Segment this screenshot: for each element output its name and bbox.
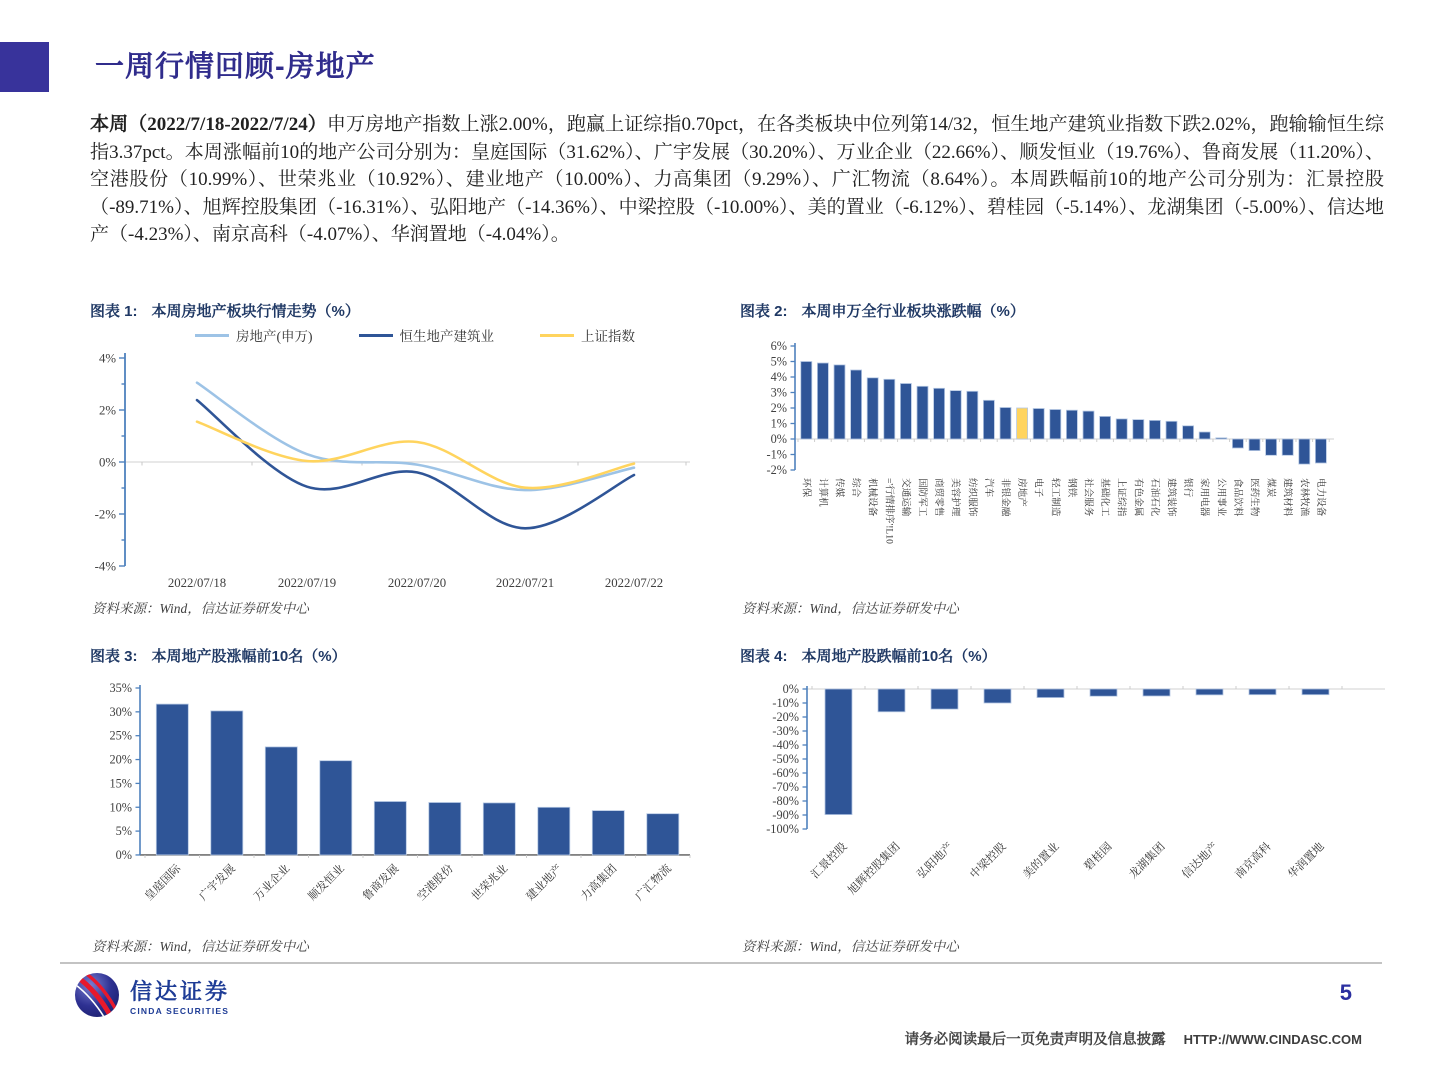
svg-text:家用电器: 家用电器 — [1198, 478, 1210, 517]
figure-1-name: 本周房地产板块行情走势（%） — [151, 303, 360, 320]
svg-text:建业地产: 建业地产 — [524, 862, 565, 904]
svg-text:-10%: -10% — [772, 696, 799, 710]
svg-text:机械设备: 机械设备 — [866, 478, 878, 517]
svg-text:30%: 30% — [109, 704, 132, 719]
svg-text:轻工制造: 轻工制造 — [1049, 478, 1061, 517]
figure-3-title — [90, 645, 740, 666]
svg-text:综合: 综合 — [850, 478, 862, 498]
svg-text:4%: 4% — [770, 370, 787, 384]
svg-text:5%: 5% — [115, 824, 132, 839]
svg-text:2022/07/18: 2022/07/18 — [167, 576, 227, 590]
svg-text:碧桂园: 碧桂园 — [1082, 840, 1115, 874]
svg-text:建筑材料: 建筑材料 — [1281, 478, 1293, 517]
svg-text:食品饮料: 食品饮料 — [1231, 478, 1243, 517]
svg-text:1%: 1% — [770, 416, 787, 431]
svg-text:力高集团: 力高集团 — [578, 862, 620, 904]
svg-text:15%: 15% — [109, 776, 132, 791]
footer-divider — [60, 962, 1382, 964]
svg-text:广宇发展: 广宇发展 — [197, 862, 238, 904]
legend-item — [195, 325, 313, 345]
figure-2-title — [740, 300, 1390, 321]
figure-2-bar-chart-block — [740, 300, 1390, 620]
svg-text:鲁商发展: 鲁商发展 — [360, 862, 402, 904]
svg-text:-1%: -1% — [766, 447, 787, 462]
legend-item — [359, 325, 495, 345]
figure-1-source: 资料来源：Wind，信达证券研发中心 — [92, 601, 309, 616]
brand-accent-square — [0, 42, 49, 92]
svg-text:汽车: 汽车 — [982, 478, 994, 498]
figure-4-title — [740, 645, 1390, 666]
svg-text:纺织服饰: 纺织服饰 — [966, 478, 978, 517]
svg-text:-2%: -2% — [766, 463, 787, 477]
svg-text:10%: 10% — [109, 800, 132, 815]
svg-text:-4%: -4% — [94, 559, 116, 574]
svg-text:房地产: 房地产 — [1016, 478, 1028, 507]
svg-text:-90%: -90% — [772, 808, 799, 822]
svg-text:电力设备: 电力设备 — [1314, 478, 1326, 517]
svg-text:-50%: -50% — [772, 752, 799, 766]
figure-1-legend — [120, 325, 710, 345]
svg-text:皇庭国际: 皇庭国际 — [142, 862, 184, 904]
svg-text:-80%: -80% — [772, 794, 799, 808]
svg-text:电子: 电子 — [1032, 478, 1044, 498]
svg-text:中梁控股: 中梁控股 — [968, 840, 1009, 882]
summary-paragraph — [90, 111, 1384, 249]
cinda-logo-icon — [74, 972, 120, 1018]
svg-text:2%: 2% — [770, 401, 787, 415]
svg-text:旭辉控股集团: 旭辉控股集团 — [846, 840, 903, 898]
svg-text:-2%: -2% — [94, 507, 116, 522]
svg-text:汇景控股: 汇景控股 — [809, 840, 850, 882]
svg-text:农林牧渔: 农林牧渔 — [1298, 478, 1310, 517]
svg-text:上证综指: 上证综指 — [1115, 478, 1127, 517]
svg-text:煤炭: 煤炭 — [1265, 478, 1277, 498]
logo-name-en: CINDA SECURITIES — [130, 1005, 230, 1016]
svg-text:环保: 环保 — [800, 478, 812, 498]
footer-url: HTTP://WWW.CINDASC.COM — [1183, 1032, 1362, 1047]
svg-text:2022/07/19: 2022/07/19 — [277, 576, 337, 590]
figure-3-label: 图表 3: — [90, 648, 138, 665]
figure-1-title — [90, 300, 740, 321]
figure-4-bar-chart-block — [740, 645, 1390, 957]
svg-text:龙湖集团: 龙湖集团 — [1127, 840, 1168, 882]
summary-lead: 本周（2022/7/18-2022/7/24） — [90, 114, 327, 135]
figure-2-source: 资料来源：Wind，信达证券研发中心 — [742, 601, 959, 616]
svg-text:建筑装饰: 建筑装饰 — [1165, 478, 1177, 517]
svg-text:医药生物: 医药生物 — [1248, 478, 1260, 517]
figure-3-source: 资料来源：Wind，信达证券研发中心 — [92, 939, 309, 954]
svg-text:-20%: -20% — [772, 710, 799, 724]
figure-4-name: 本周地产股跌幅前10名（%） — [801, 648, 997, 665]
svg-text:5%: 5% — [770, 354, 787, 369]
legend-label: 恒生地产建筑业 — [399, 329, 494, 344]
svg-text:社会服务: 社会服务 — [1082, 478, 1094, 517]
svg-text:基础化工: 基础化工 — [1099, 478, 1111, 517]
svg-text:-100%: -100% — [766, 822, 799, 836]
svg-text:有色金属: 有色金属 — [1132, 478, 1144, 517]
svg-text:银行: 银行 — [1182, 478, 1194, 498]
figure-2-name: 本周申万全行业板块涨跌幅（%） — [801, 303, 1025, 320]
footer-disclaimer: 请务必阅读最后一页免责声明及信息披露 — [904, 1032, 1166, 1048]
svg-text:6%: 6% — [770, 339, 787, 353]
figure-4-label: 图表 4: — [740, 648, 788, 665]
svg-text:钢铁: 钢铁 — [1065, 478, 1077, 498]
svg-text:非银金融: 非银金融 — [999, 478, 1011, 517]
svg-text:-70%: -70% — [772, 780, 799, 794]
bar-chart-all-industries — [740, 338, 1390, 603]
legend-swatch-light-blue — [195, 334, 229, 337]
svg-text:弘阳地产: 弘阳地产 — [915, 840, 956, 882]
svg-text:2022/07/21: 2022/07/21 — [495, 576, 555, 590]
svg-text:信达地产: 信达地产 — [1180, 840, 1221, 882]
svg-text:美容护理: 美容护理 — [949, 478, 961, 517]
bar-chart-top10-losers — [740, 678, 1390, 933]
cinda-logo-text — [130, 975, 230, 1016]
footer-line — [905, 1028, 1362, 1049]
svg-text:华润置地: 华润置地 — [1286, 840, 1327, 882]
svg-text:35%: 35% — [109, 681, 132, 695]
svg-text:国防军工: 国防军工 — [916, 478, 928, 517]
svg-text:-40%: -40% — [772, 738, 799, 752]
summary-body: 申万房地产指数上涨2.00%，跑赢上证综指0.70pct，在各类板块中位列第14/32，恒生地产建筑业指数下跌2.02%，跑输输恒生综指3.37pct。本周涨幅前10的地产公司分别为：皇庭国际（31.62%）、广宇发展（30.20%）、万业企业（22.66%）、顺发恒业（19.76%）、鲁商发展（11.20%）、空港股份（10.99%）、世荣兆业（10.92%）、建业地产（10.00%）、力高集团（9.29%）、广汇物流（8.64%）。本周跌幅前10的地产公司分别为：汇景控股（-89.71%）、旭辉控股集团（-16.31%）、弘阳地产（-14.36%）、中梁控股（-10.00%）、美的置业（-6.12%）、碧桂园（-5.14%）、龙湖集团（-5.00%）、信达地产（-4.23%）、南京高科（-4.07%）、华润置地（-4.04%）。 — [90, 114, 1384, 246]
bar-chart-top10-gainers — [90, 678, 710, 933]
figure-1-label: 图表 1: — [90, 303, 138, 320]
svg-text:20%: 20% — [109, 752, 132, 767]
svg-text:0%: 0% — [98, 455, 116, 470]
figure-2-label: 图表 2: — [740, 303, 788, 320]
svg-text:0%: 0% — [115, 847, 132, 862]
svg-text:空港股份: 空港股份 — [415, 862, 456, 904]
logo-name-cn: 信达证券 — [130, 978, 231, 1004]
svg-text:0%: 0% — [782, 682, 799, 696]
svg-text:商贸零售: 商贸零售 — [933, 478, 945, 517]
legend-swatch-yellow — [540, 334, 574, 337]
figure-4-source: 资料来源：Wind，信达证券研发中心 — [742, 939, 959, 954]
svg-text:2022/07/20: 2022/07/20 — [387, 576, 447, 590]
cinda-logo — [74, 972, 230, 1018]
svg-text:石油石化: 石油石化 — [1148, 478, 1160, 517]
svg-text:='行情排序'!L10: ='行情排序'!L10 — [883, 478, 895, 544]
svg-text:-60%: -60% — [772, 766, 799, 780]
page-title: 一周行情回顾-房地产 — [95, 51, 376, 83]
figure-3-name: 本周地产股涨幅前10名（%） — [151, 648, 347, 665]
svg-text:传媒: 传媒 — [833, 478, 845, 498]
legend-item — [540, 325, 635, 345]
svg-text:万业企业: 万业企业 — [251, 862, 293, 904]
svg-text:计算机: 计算机 — [816, 478, 828, 507]
svg-text:世荣兆业: 世荣兆业 — [469, 862, 511, 904]
page-number: 5 — [1339, 980, 1352, 1005]
legend-swatch-dark-blue — [359, 334, 393, 337]
svg-text:-30%: -30% — [772, 724, 799, 738]
svg-text:广汇物流: 广汇物流 — [633, 862, 674, 904]
svg-text:顺发恒业: 顺发恒业 — [306, 862, 347, 904]
legend-label: 上证指数 — [581, 329, 635, 344]
figure-3-bar-chart-block — [90, 645, 740, 957]
svg-text:25%: 25% — [109, 728, 132, 743]
svg-text:0%: 0% — [770, 432, 787, 446]
svg-text:2%: 2% — [98, 403, 116, 418]
svg-text:南京高科: 南京高科 — [1233, 840, 1274, 882]
figure-1-line-chart-block — [90, 300, 740, 620]
svg-text:交通运输: 交通运输 — [899, 478, 911, 517]
svg-text:美的置业: 美的置业 — [1021, 840, 1062, 882]
legend-label: 房地产(申万) — [236, 329, 313, 344]
svg-text:4%: 4% — [98, 351, 116, 366]
svg-text:公用事业: 公用事业 — [1215, 478, 1227, 517]
line-chart-sector-trend — [90, 344, 710, 596]
svg-text:3%: 3% — [770, 385, 787, 400]
svg-text:2022/07/22: 2022/07/22 — [604, 576, 664, 590]
